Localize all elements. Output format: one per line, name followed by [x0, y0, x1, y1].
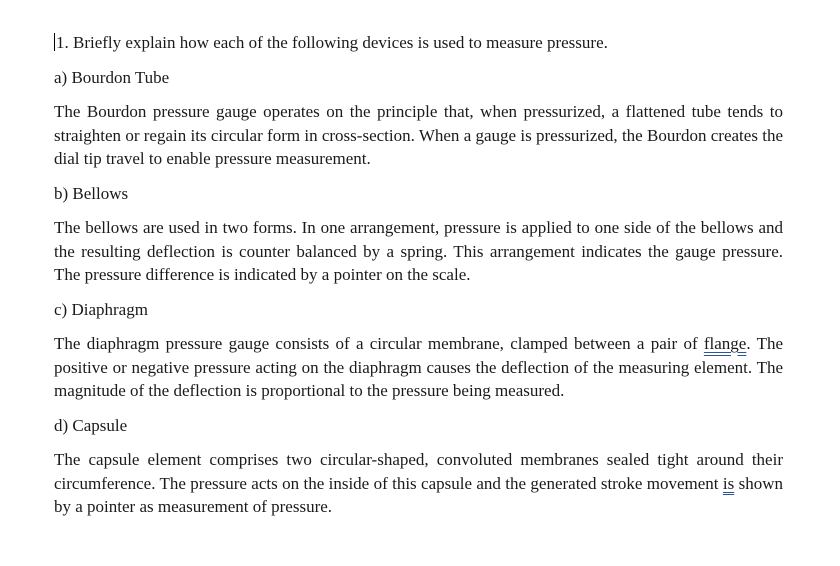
text-cursor	[54, 33, 55, 51]
section-heading-bellows: b) Bellows	[54, 183, 129, 203]
section-heading-capsule: d) Capsule	[54, 415, 128, 435]
section-body-bourdon-tube: The Bourdon pressure gauge operates on the principle that, when pressurized, a flattened tube tends to straighten or regain its circular form in cross-section. When a gauge is pressurized, the Bourdon creates the dial tip travel to enable pressure measurement.	[54, 102, 783, 168]
document-body[interactable]	[54, 31, 783, 530]
section-heading-diaphragm: c) Diaphragm	[54, 299, 148, 319]
diaphragm-text-part: The diaphragm pressure gauge consists of a circular membrane, clamped between a pair of	[54, 334, 704, 353]
grammar-flag-is[interactable]: is	[722, 473, 735, 493]
section-body-diaphragm	[54, 332, 783, 403]
capsule-text-part: The capsule element comprises two circular-shaped, convoluted membranes sealed tight around their circumference. The pressure acts on the inside of this capsule and the generated stroke movement	[54, 450, 783, 493]
section-body-capsule	[54, 448, 783, 519]
section-heading-bourdon-tube: a) Bourdon Tube	[54, 67, 170, 87]
section-body-bellows: The bellows are used in two forms. In one arrangement, pressure is applied to one side of the bellows and the resulting deflection is counter balanced by a spring. This arrangement indicates the gauge pressure. The pressure difference is indicated by a pointer on the scale.	[54, 218, 783, 284]
capsule-text-part: shown by a pointer as measurement of pressure.	[54, 473, 783, 516]
question-text: 1. Briefly explain how each of the following devices is used to measure pressure.	[56, 33, 608, 52]
diaphragm-text-part: . The positive or negative pressure acting on the diaphragm causes the deflection of the measuring element. The magnitude of the deflection is proportional to the pressure being measured.	[54, 334, 783, 400]
grammar-flag-flange[interactable]: flange	[703, 334, 747, 353]
